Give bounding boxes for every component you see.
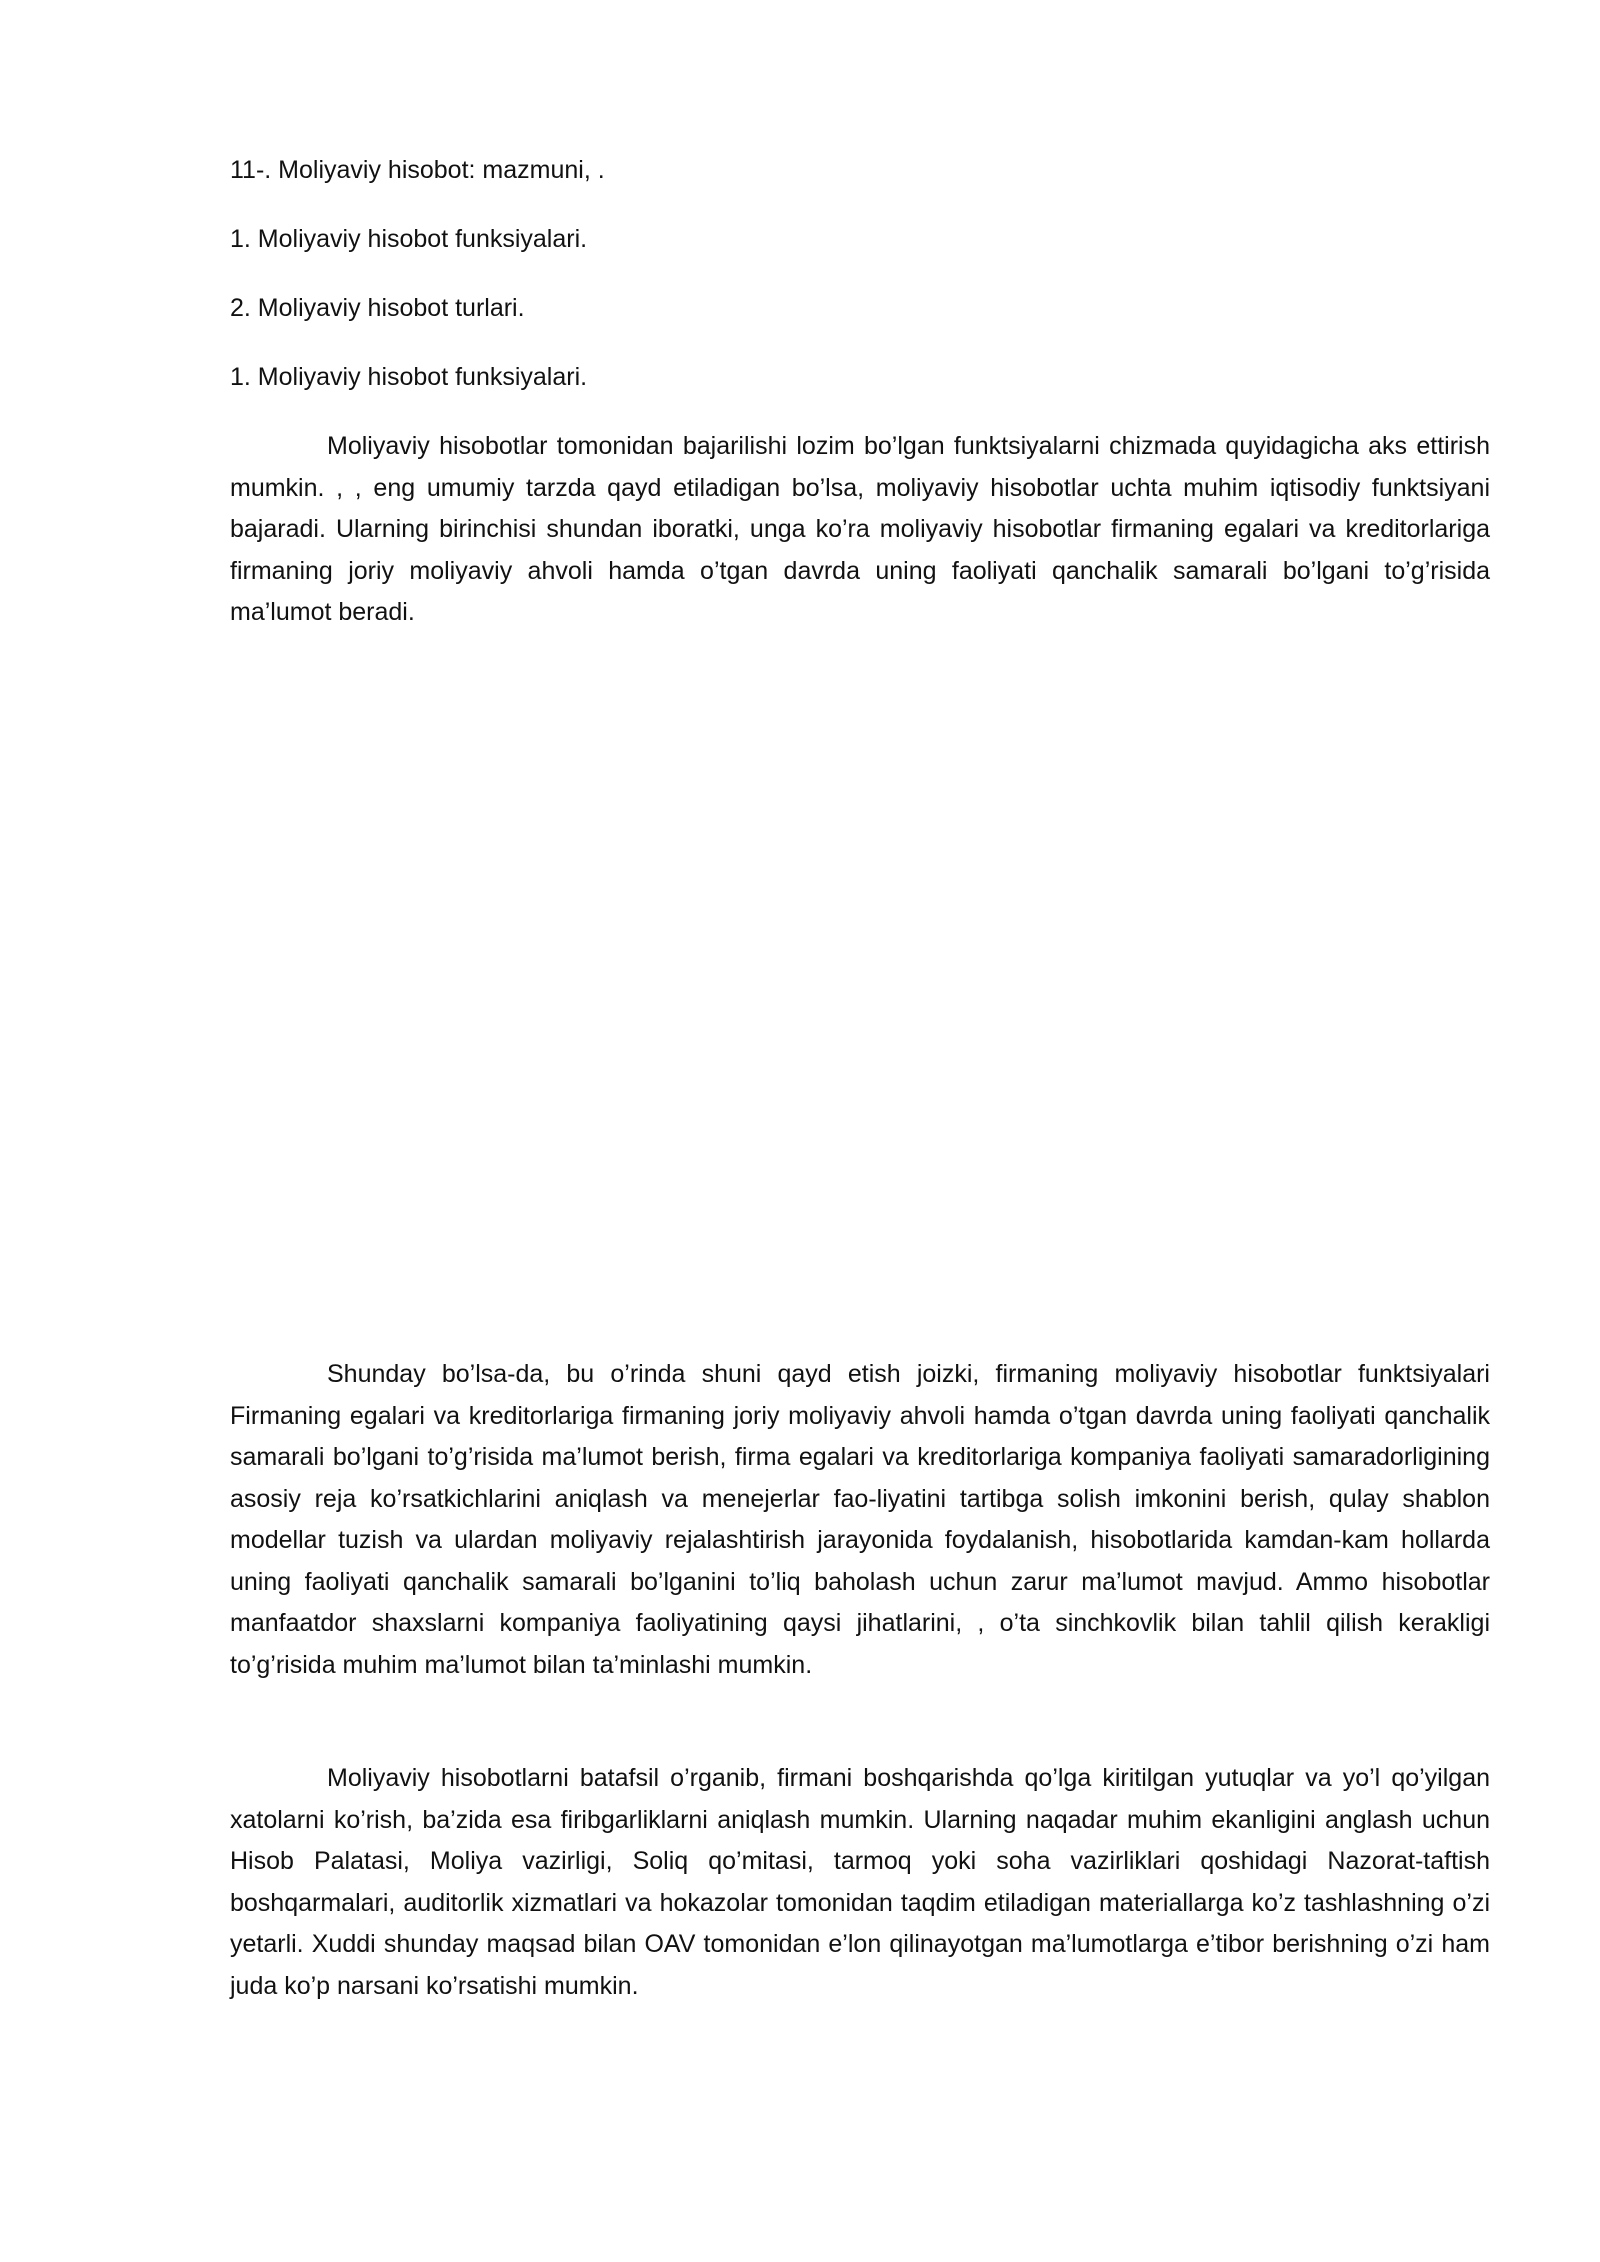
section-heading: 1. Moliyaviy hisobot funksiyalari. (230, 363, 588, 391)
document-title: 11-. Moliyaviy hisobot: mazmuni, . (230, 156, 605, 184)
paragraph-1: Moliyaviy hisobotlar tomonidan bajarilishi lozim bo’lgan funktsiyalarni chizmada quyidagicha aks ettirish mumkin. , , eng umumiy tarzda qayd etiladigan bo’lsa, moliyaviy hisobotlar uchta muhim iqtisodiy funktsiyani bajaradi. Ularning birinchisi shundan iboratki, unga ko’ra moliyaviy hisobotlar firmaning egalari va kreditorlariga firmaning joriy moliyaviy ahvoli hamda o’tgan davrda uning faoliyati qanchalik samarali bo’lgani to’g’risida ma’lumot beradi. (230, 432, 1490, 626)
outline-item-2: 2. Moliyaviy hisobot turlari. (230, 294, 525, 322)
paragraph-3: Moliyaviy hisobotlarni batafsil o’rganib, firmani boshqarishda qo’lga kiritilgan yutuqlar va yo’l qo’yilgan xatolarni ko’rish, ba’zida esa firibgarliklarni aniqlash mumkin. Ularning naqadar muhim ekanligini anglash uchun Hisob Palatasi, Moliya vazirligi, Soliq qo’mitasi, tarmoq yoki soha vazirliklari qoshidagi Nazorat-taftish boshqarmalari, auditorlik xizmatlari va hokazolar tomonidan taqdim etiladigan materiallarga ko’z tashlashning o’zi yetarli. Xuddi shunday maqsad bilan OAV tomonidan e’lon qilinayotgan ma’lumotlarga e’tibor berishning o’zi ham juda ko’p narsani ko’rsatishi mumkin. (230, 1764, 1490, 2000)
outline-item-1: 1. Moliyaviy hisobot funksiyalari. (230, 225, 588, 253)
paragraph-2: Shunday bo’lsa-da, bu o’rinda shuni qayd etish joizki, firmaning moliyaviy hisobotlar funktsiyalari Firmaning egalari va kreditorlariga firmaning joriy moliyaviy ahvoli hamda o’tgan davrda uning faoliyati qanchalik samarali bo’lgani to’g’risida ma’lumot berish, firma egalari va kreditorlariga kompaniya faoliyati samaradorligining asosiy reja ko’rsatkichlarini aniqlash va menejerlar fao-liyatini tartibga solish imkonini berish, qulay shablon modellar tuzish va ulardan moliyaviy rejalashtirish jarayonida foydalanish, hisobotlarida kamdan-kam hollarda uning faoliyati qanchalik samarali bo’lganini to’liq baholash uchun zarur ma’lumot mavjud. Ammo hisobotlar manfaatdor shaxslarni kompaniya faoliyatining qaysi jihatlarini, , o’ta sinchkovlik bilan tahlil qilish kerakligi to’g’risida muhim ma’lumot bilan ta’minlashi mumkin. (230, 1360, 1490, 1679)
